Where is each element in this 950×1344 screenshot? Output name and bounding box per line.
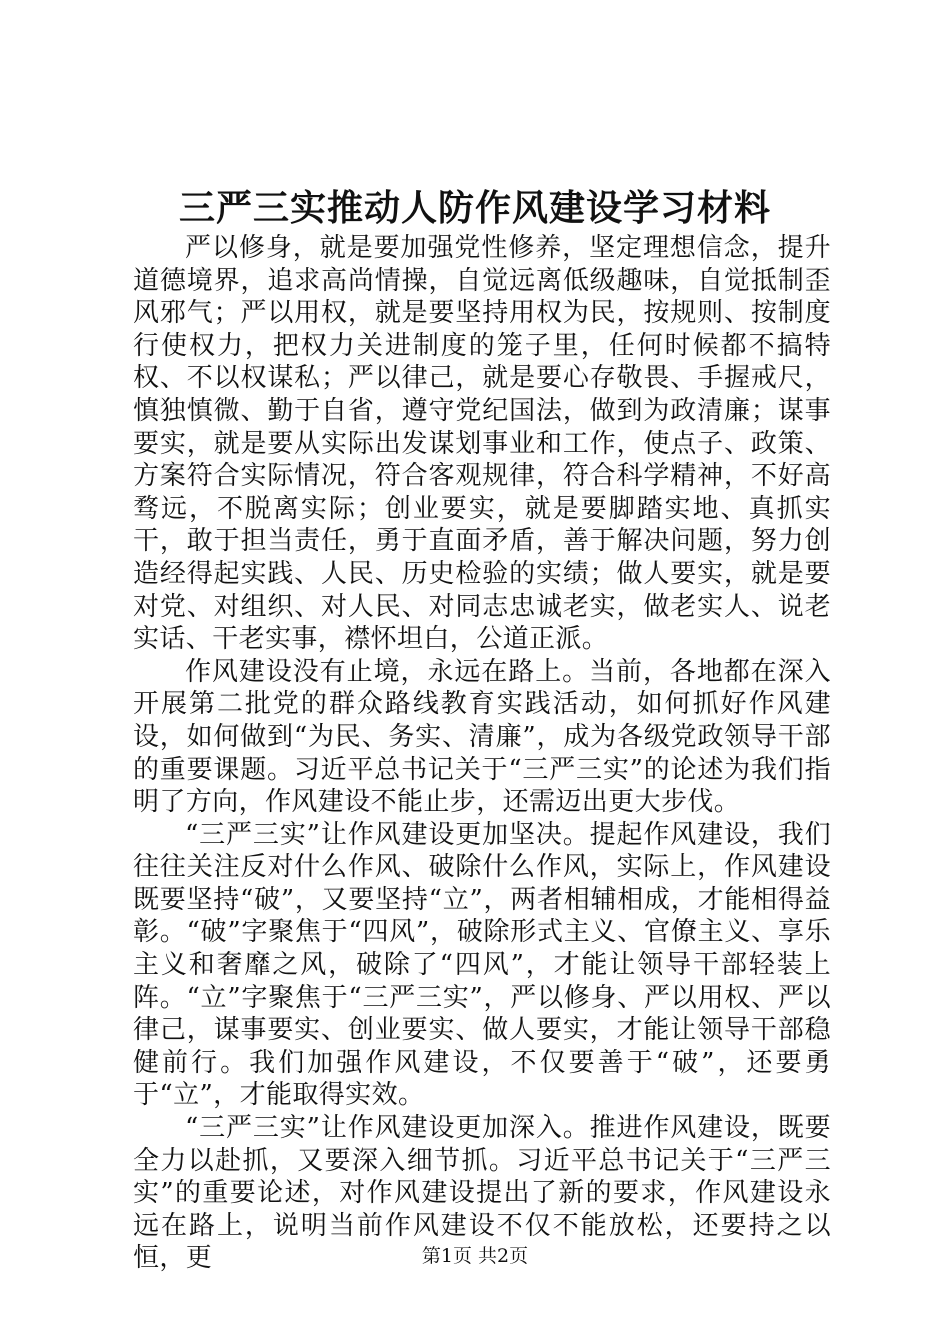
document-title: 三严三实推动人防作风建设学习材料 <box>178 187 771 229</box>
page-number-label: 第1页 共2页 <box>421 1245 529 1267</box>
document-body <box>133 232 831 1275</box>
page-footer <box>0 1244 950 1268</box>
paragraph: “三严三实”让作风建设更加坚决。提起作风建设，我们往往关注反对什么作风、破除什么作风，实际上，作风建设既要坚持“破”，又要坚持“立”，两者相辅相成，才能相得益彰。“破”字聚焦于“四风”，破除形式主义、官僚主义、享乐主义和奢靡之风，破除了“四风”，才能让领导干部轻装上阵。“立”字聚焦于“三严三实”，严以修身、严以用权、严以律己，谋事要实、创业要实、做人要实，才能让领导干部稳健前行。我们加强作风建设，不仅要善于“破”，还要勇于“立”，才能取得实效。 <box>133 819 831 1111</box>
paragraph: “三严三实”让作风建设更加深入。推进作风建设，既要全力以赴抓，又要深入细节抓。习近平总书记关于“三严三实”的重要论述，对作风建设提出了新的要求，作风建设永远在路上，说明当前作风建设不仅不能放松，还要持之以恒，更 <box>133 1113 831 1274</box>
paragraph: 作风建设没有止境，永远在路上。当前，各地都在深入开展第二批党的群众路线教育实践活动，如何抓好作风建设，如何做到“为民、务实、清廉”，成为各级党政领导干部的重要课题。习近平总书记关于“三严三实”的论述为我们指明了方向，作风建设不能止步，还需迈出更大步伐。 <box>133 656 831 818</box>
paragraph: 严以修身，就是要加强党性修养，坚定理想信念，提升道德境界，追求高尚情操，自觉远离低级趣味，自觉抵制歪风邪气；严以用权，就是要坚持用权为民，按规则、按制度行使权力，把权力关进制度的笼子里，任何时候都不搞特权、不以权谋私；严以律己，就是要心存敬畏、手握戒尺，慎独慎微、勤于自省，遵守党纪国法，做到为政清廉；谋事要实，就是要从实际出发谋划事业和工作，使点子、政策、方案符合实际情况，符合客观规律，符合科学精神，不好高骛远，不脱离实际；创业要实，就是要脚踏实地、真抓实干，敢于担当责任，勇于直面矛盾，善于解决问题，努力创造经得起实践、人民、历史检验的实绩；做人要实，就是要对党、对组织、对人民、对同志忠诚老实，做老实人、说老实话、干老实事，襟怀坦白，公道正派。 <box>133 233 831 655</box>
